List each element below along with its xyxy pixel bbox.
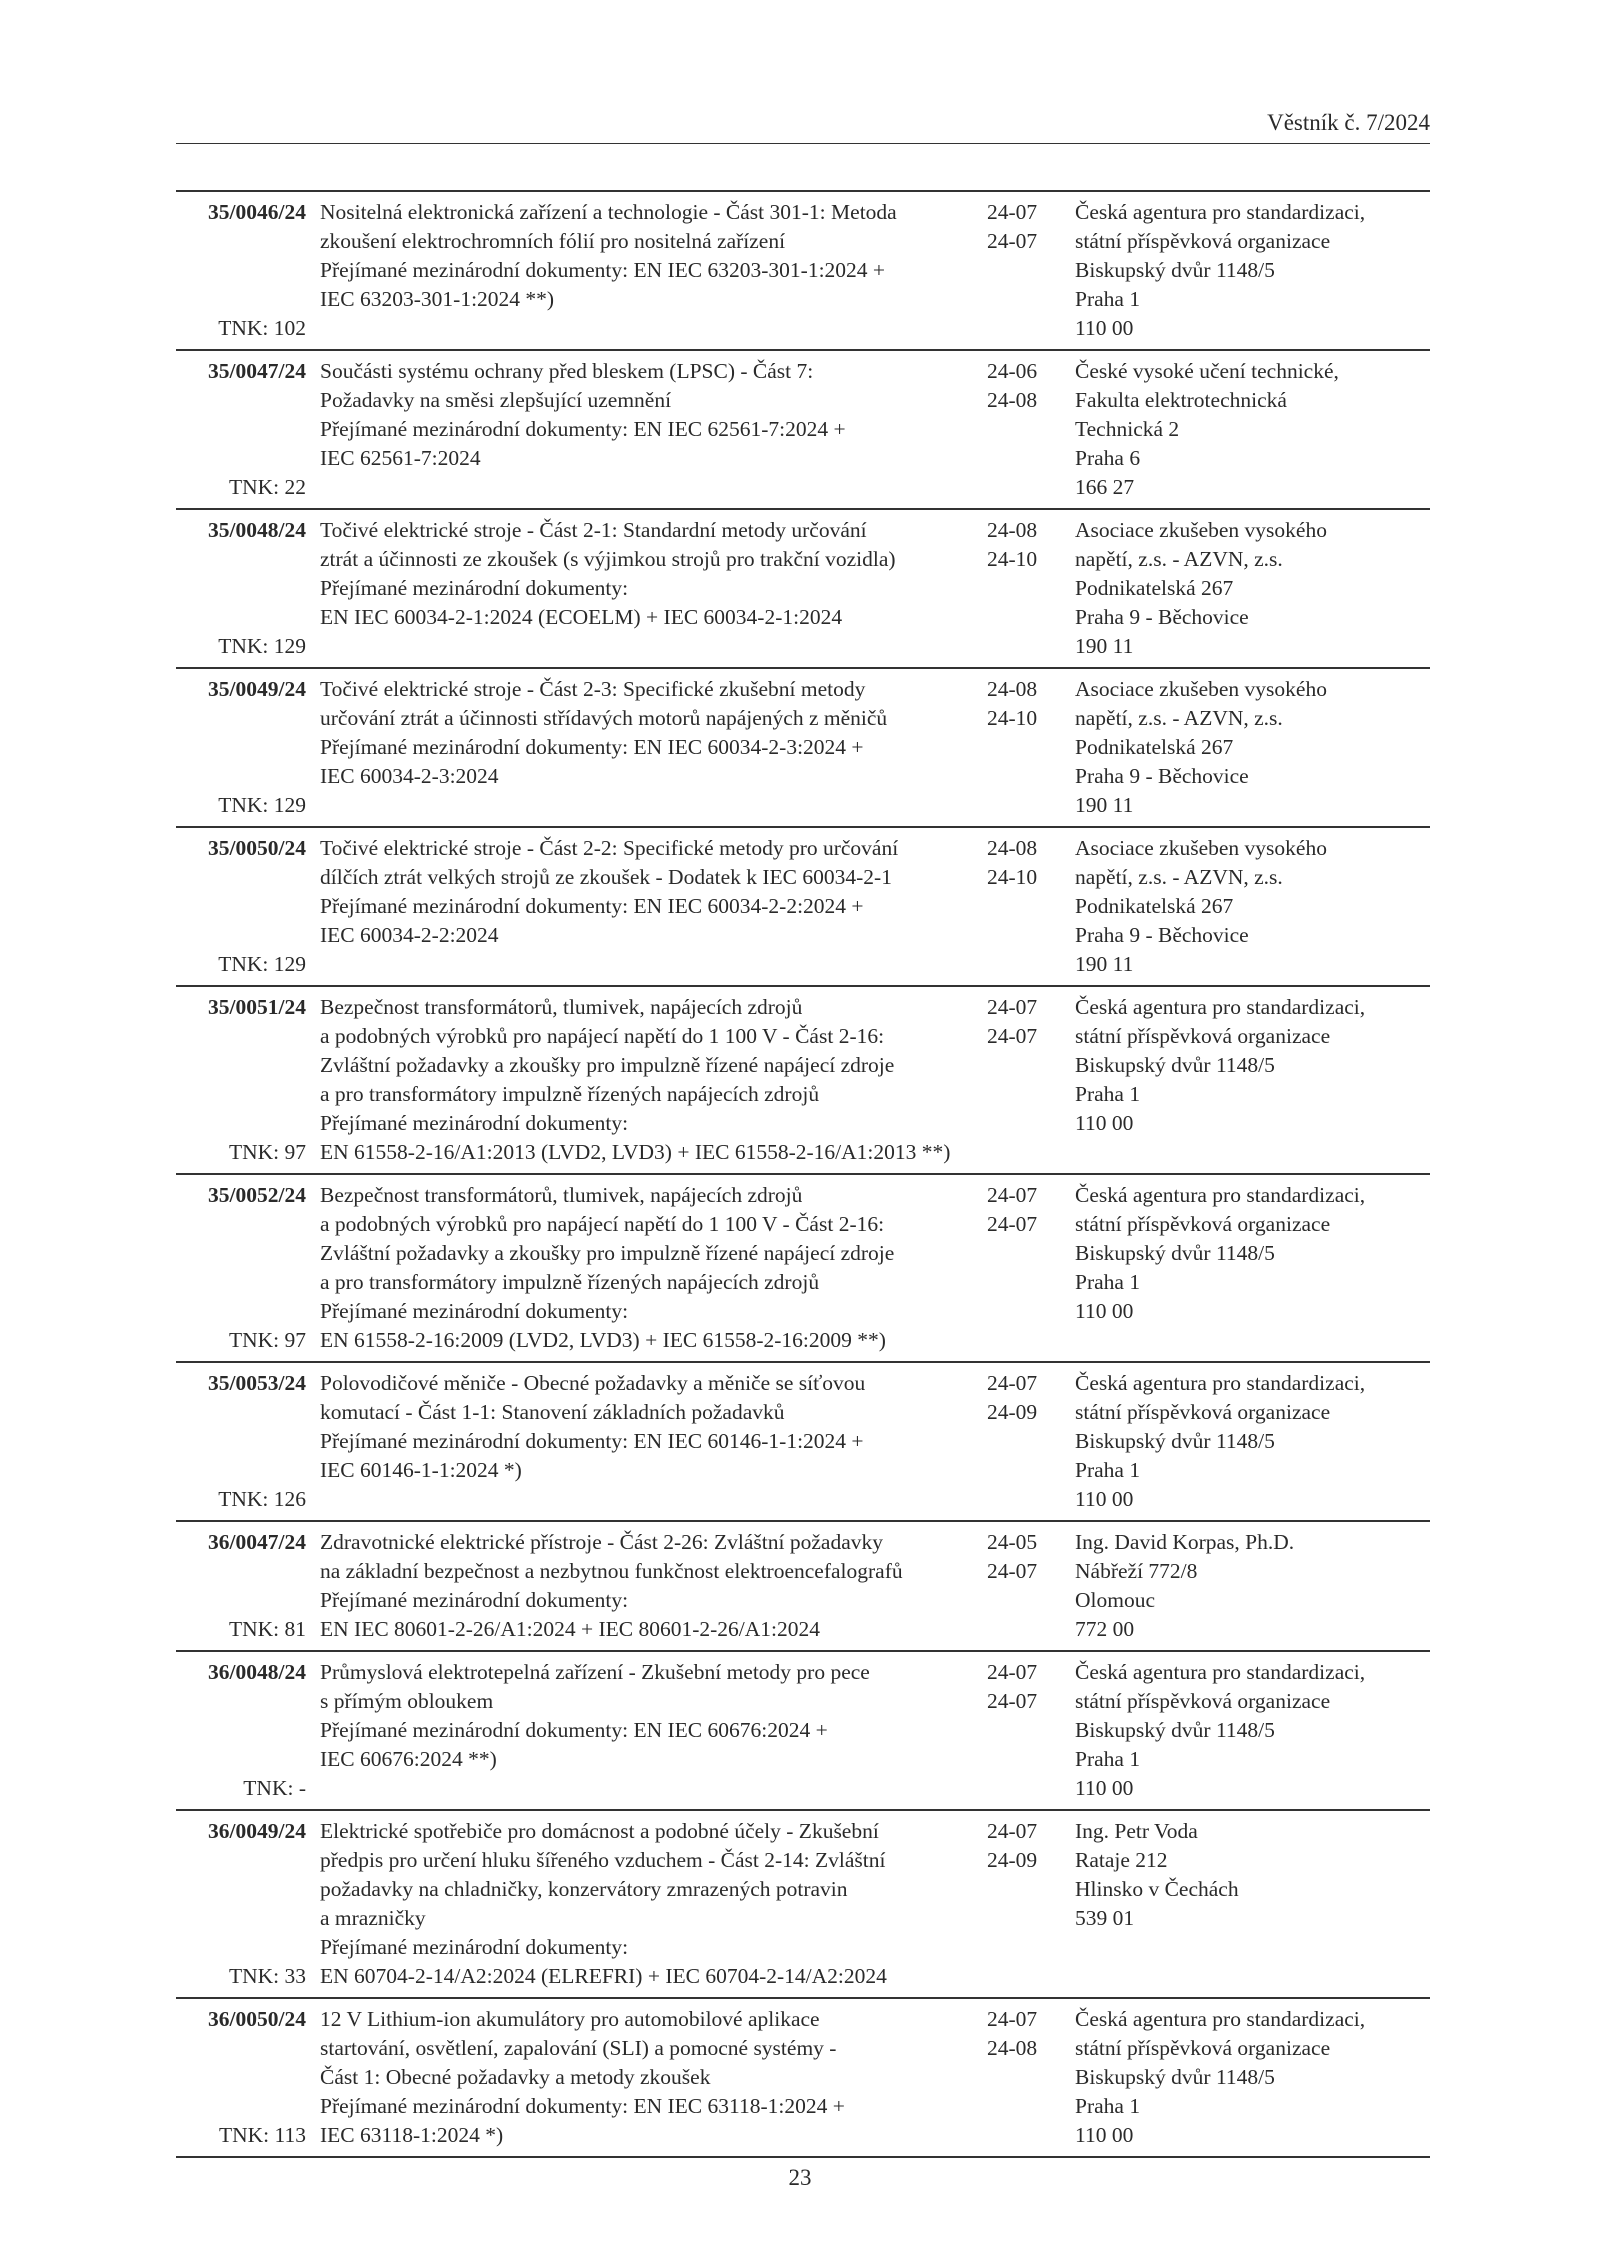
- table-row: [176, 351, 1430, 510]
- entry-id-cell: [176, 516, 320, 661]
- dates-cell: [987, 675, 1075, 820]
- dates-cell: [987, 2005, 1075, 2150]
- address-line: 772 00: [1075, 1617, 1135, 1641]
- date-value: 24-07: [987, 1212, 1038, 1236]
- address-line: Česká agentura pro standardizaci,: [1075, 995, 1366, 1019]
- tnk-label: TNK: 33: [228, 1964, 306, 1988]
- address-line: Ing. Petr Voda: [1075, 1819, 1198, 1843]
- date-value: 24-09: [987, 1848, 1038, 1872]
- dates-cell: [987, 198, 1075, 343]
- dates-cell: [987, 357, 1075, 502]
- dates-cell: [987, 834, 1075, 979]
- date-value: 24-08: [987, 388, 1038, 412]
- date-value: 24-08: [987, 836, 1038, 860]
- table-row: [176, 1363, 1430, 1522]
- standard-title: Točivé elektrické stroje - Část 2-1: Standardní metody určování ztrát a účinnosti ze zkoušek (s výjimkou strojů pro trakční vozidla) Přejímané mezinárodní dokumenty: EN IEC 60034-2-1:2024 (ECOELM) + IEC 60034-2-1:2024: [320, 518, 896, 629]
- standard-number: 36/0047/24: [208, 1530, 306, 1554]
- standard-title: Součásti systému ochrany před bleskem (LPSC) - Část 7: Požadavky na směsi zlepšující uzemnění Přejímané mezinárodní dokumenty: EN IEC 62561-7:2024 + IEC 62561-7:2024: [320, 359, 846, 470]
- tnk-label: TNK: 97: [228, 1328, 306, 1352]
- entry-id-cell: [176, 834, 320, 979]
- tnk-label: TNK: 113: [219, 2123, 306, 2147]
- date-value: 24-10: [987, 706, 1038, 730]
- standard-title: Bezpečnost transformátorů, tlumivek, napájecích zdrojů a podobných výrobků pro napájecí napětí do 1 100 V - Část 2-16: Zvláštní požadavky a zkoušky pro impulzně řízené napájecí zdroje a pro transformátory impulzně řízených napájecích zdrojů Přejímané mezinárodní dokumenty: EN 61558-2-16:2009 (LVD2, LVD3) + IEC 61558-2-16:2009 **): [320, 1183, 895, 1352]
- address-line: 539 01: [1075, 1906, 1135, 1930]
- processor-address: [1075, 834, 1430, 979]
- address-line: Praha 9 - Běchovice: [1075, 764, 1249, 788]
- standard-title: Točivé elektrické stroje - Část 2-2: Specifické metody pro určování dílčích ztrát velkých strojů ze zkoušek - Dodatek k IEC 60034-2-1 Přejímané mezinárodní dokumenty: EN IEC 60034-2-2:2024 + IEC 60034-2-2:2024: [320, 836, 899, 947]
- standard-number: 35/0048/24: [208, 518, 306, 542]
- tnk-label: TNK: 22: [228, 475, 306, 499]
- date-value: 24-07: [987, 200, 1038, 224]
- table-row: [176, 1175, 1430, 1363]
- address-line: Česká agentura pro standardizaci,: [1075, 200, 1366, 224]
- address-line: 190 11: [1075, 793, 1134, 817]
- dates-cell: [987, 1658, 1075, 1803]
- address-line: 190 11: [1075, 634, 1134, 658]
- date-value: 24-07: [987, 1689, 1038, 1713]
- date-value: 24-07: [987, 229, 1038, 253]
- entry-id-cell: [176, 675, 320, 820]
- page-number: 23: [788, 2165, 812, 2190]
- address-line: Asociace zkušeben vysokého: [1075, 836, 1327, 860]
- date-value: 24-05: [987, 1530, 1038, 1554]
- standards-table: [176, 190, 1430, 2158]
- date-value: 24-10: [987, 865, 1038, 889]
- entry-id-cell: [176, 993, 320, 1167]
- processor-address: [1075, 1528, 1430, 1644]
- tnk-label: TNK: 81: [228, 1617, 306, 1641]
- address-line: Asociace zkušeben vysokého: [1075, 518, 1327, 542]
- table-row: [176, 1522, 1430, 1652]
- date-value: 24-07: [987, 1183, 1038, 1207]
- address-line: Biskupský dvůr 1148/5: [1075, 1241, 1275, 1265]
- entry-id-cell: [176, 1369, 320, 1514]
- address-line: Česká agentura pro standardizaci,: [1075, 2007, 1366, 2031]
- address-line: státní příspěvková organizace: [1075, 2036, 1331, 2060]
- address-line: Podnikatelská 267: [1075, 894, 1234, 918]
- processor-address: [1075, 1817, 1430, 1991]
- dates-cell: [987, 1528, 1075, 1644]
- standard-number: 35/0049/24: [208, 677, 306, 701]
- date-value: 24-06: [987, 359, 1038, 383]
- address-line: 110 00: [1075, 1776, 1134, 1800]
- processor-address: [1075, 357, 1430, 502]
- table-row: [176, 669, 1430, 828]
- address-line: Nábřeží 772/8: [1075, 1559, 1198, 1583]
- address-line: napětí, z.s. - AZVN, z.s.: [1075, 547, 1283, 571]
- entry-id-cell: [176, 1817, 320, 1991]
- address-line: 166 27: [1075, 475, 1135, 499]
- address-line: Praha 1: [1075, 287, 1141, 311]
- standard-number: 36/0050/24: [208, 2007, 306, 2031]
- standard-number: 35/0047/24: [208, 359, 306, 383]
- address-line: Biskupský dvůr 1148/5: [1075, 2065, 1275, 2089]
- date-value: 24-07: [987, 1660, 1038, 1684]
- standard-title: Průmyslová elektrotepelná zařízení - Zkušební metody pro pece s přímým obloukem Přejímané mezinárodní dokumenty: EN IEC 60676:2024 + IEC 60676:2024 **): [320, 1660, 870, 1771]
- address-line: Praha 1: [1075, 1270, 1141, 1294]
- table-row: [176, 192, 1430, 351]
- processor-address: [1075, 675, 1430, 820]
- tnk-label: TNK: 126: [218, 1487, 306, 1511]
- entry-id-cell: [176, 1658, 320, 1803]
- date-value: 24-07: [987, 1559, 1038, 1583]
- tnk-label: TNK: -: [243, 1776, 306, 1800]
- address-line: Olomouc: [1075, 1588, 1156, 1612]
- dates-cell: [987, 1817, 1075, 1991]
- standard-number: 35/0050/24: [208, 836, 306, 860]
- address-line: 190 11: [1075, 952, 1134, 976]
- address-line: Ing. David Korpas, Ph.D.: [1075, 1530, 1295, 1554]
- address-line: Asociace zkušeben vysokého: [1075, 677, 1327, 701]
- address-line: 110 00: [1075, 1111, 1134, 1135]
- address-line: Biskupský dvůr 1148/5: [1075, 1718, 1275, 1742]
- address-line: Technická 2: [1075, 417, 1180, 441]
- entry-id-cell: [176, 2005, 320, 2150]
- header-divider: [176, 143, 1430, 144]
- processor-address: [1075, 993, 1430, 1167]
- address-line: Podnikatelská 267: [1075, 576, 1234, 600]
- address-line: Biskupský dvůr 1148/5: [1075, 258, 1275, 282]
- address-line: Česká agentura pro standardizaci,: [1075, 1183, 1366, 1207]
- standard-title: 12 V Lithium-ion akumulátory pro automobilové aplikace startování, osvětlení, zapalování (SLI) a pomocné systémy - Část 1: Obecné požadavky a metody zkoušek Přejímané mezinárodní dokumenty: EN IEC 63118-1:2024 + IEC 63118-1:2024 *): [320, 2007, 845, 2147]
- standard-title: Nositelná elektronická zařízení a technologie - Část 301-1: Metoda zkoušení elektrochromních fólií pro nositelná zařízení Přejímané mezinárodní dokumenty: EN IEC 63203-301-1:2024 + IEC 63203-301-1:2024 **): [320, 200, 897, 311]
- date-value: 24-07: [987, 1819, 1038, 1843]
- standard-number: 35/0053/24: [208, 1371, 306, 1395]
- date-value: 24-09: [987, 1400, 1038, 1424]
- address-line: Praha 9 - Běchovice: [1075, 605, 1249, 629]
- tnk-label: TNK: 129: [218, 952, 306, 976]
- processor-address: [1075, 1369, 1430, 1514]
- standard-number: 35/0046/24: [208, 200, 306, 224]
- table-row: [176, 510, 1430, 669]
- standard-number: 35/0051/24: [208, 995, 306, 1019]
- processor-address: [1075, 516, 1430, 661]
- address-line: Hlinsko v Čechách: [1075, 1877, 1239, 1901]
- entry-id-cell: [176, 198, 320, 343]
- date-value: 24-08: [987, 2036, 1038, 2060]
- standard-number: 36/0049/24: [208, 1819, 306, 1843]
- tnk-label: TNK: 129: [218, 793, 306, 817]
- processor-address: [1075, 1658, 1430, 1803]
- table-row: [176, 1999, 1430, 2158]
- tnk-label: TNK: 97: [228, 1140, 306, 1164]
- address-line: 110 00: [1075, 1299, 1134, 1323]
- standard-number: 36/0048/24: [208, 1660, 306, 1684]
- dates-cell: [987, 1369, 1075, 1514]
- date-value: 24-07: [987, 1024, 1038, 1048]
- address-line: Praha 1: [1075, 1458, 1141, 1482]
- address-line: Podnikatelská 267: [1075, 735, 1234, 759]
- standard-title: Bezpečnost transformátorů, tlumivek, napájecích zdrojů a podobných výrobků pro napájecí napětí do 1 100 V - Část 2-16: Zvláštní požadavky a zkoušky pro impulzně řízené napájecí zdroje a pro transformátory impulzně řízených napájecích zdrojů Přejímané mezinárodní dokumenty: EN 61558-2-16/A1:2013 (LVD2, LVD3) + IEC 61558-2-16/A1:2013 **): [320, 995, 951, 1164]
- address-line: Praha 1: [1075, 2094, 1141, 2118]
- date-value: 24-07: [987, 1371, 1038, 1395]
- standard-title: Točivé elektrické stroje - Část 2-3: Specifické zkušební metody určování ztrát a účinnosti střídavých motorů napájených z měničů Přejímané mezinárodní dokumenty: EN IEC 60034-2-3:2024 + IEC 60034-2-3:2024: [320, 677, 888, 788]
- table-row: [176, 1811, 1430, 1999]
- address-line: Praha 6: [1075, 446, 1141, 470]
- address-line: státní příspěvková organizace: [1075, 1024, 1331, 1048]
- standard-title: Polovodičové měniče - Obecné požadavky a měniče se síťovou komutací - Část 1-1: Stanovení základních požadavků Přejímané mezinárodní dokumenty: EN IEC 60146-1-1:2024 + IEC 60146-1-1:2024 *): [320, 1371, 866, 1482]
- address-line: Česká agentura pro standardizaci,: [1075, 1660, 1366, 1684]
- address-line: Česká agentura pro standardizaci,: [1075, 1371, 1366, 1395]
- address-line: České vysoké učení technické,: [1075, 359, 1339, 383]
- address-line: 110 00: [1075, 316, 1134, 340]
- address-line: Fakulta elektrotechnická: [1075, 388, 1287, 412]
- entry-id-cell: [176, 1181, 320, 1355]
- address-line: 110 00: [1075, 2123, 1134, 2147]
- address-line: státní příspěvková organizace: [1075, 1400, 1331, 1424]
- address-line: Praha 9 - Běchovice: [1075, 923, 1249, 947]
- dates-cell: [987, 993, 1075, 1167]
- address-line: státní příspěvková organizace: [1075, 229, 1331, 253]
- address-line: Praha 1: [1075, 1747, 1141, 1771]
- address-line: státní příspěvková organizace: [1075, 1212, 1331, 1236]
- address-line: Biskupský dvůr 1148/5: [1075, 1053, 1275, 1077]
- date-value: 24-10: [987, 547, 1038, 571]
- address-line: napětí, z.s. - AZVN, z.s.: [1075, 706, 1283, 730]
- standard-number: 35/0052/24: [208, 1183, 306, 1207]
- processor-address: [1075, 2005, 1430, 2150]
- tnk-label: TNK: 129: [218, 634, 306, 658]
- processor-address: [1075, 198, 1430, 343]
- dates-cell: [987, 1181, 1075, 1355]
- entry-id-cell: [176, 357, 320, 502]
- table-row: [176, 987, 1430, 1175]
- table-row: [176, 1652, 1430, 1811]
- standard-title: Elektrické spotřebiče pro domácnost a podobné účely - Zkušební předpis pro určení hluku šířeného vzduchem - Část 2-14: Zvláštní požadavky na chladničky, konzervátory zmrazených potravin a mrazničky Přejímané mezinárodní dokumenty: EN 60704-2-14/A2:2024 (ELREFRI) + IEC 60704-2-14/A2:2024: [320, 1819, 887, 1988]
- date-value: 24-08: [987, 518, 1038, 542]
- date-value: 24-08: [987, 677, 1038, 701]
- tnk-label: TNK: 102: [218, 316, 306, 340]
- address-line: Praha 1: [1075, 1082, 1141, 1106]
- address-line: státní příspěvková organizace: [1075, 1689, 1331, 1713]
- date-value: 24-07: [987, 995, 1038, 1019]
- dates-cell: [987, 516, 1075, 661]
- page-header: Věstník č. 7/2024: [1267, 110, 1430, 135]
- entry-id-cell: [176, 1528, 320, 1644]
- date-value: 24-07: [987, 2007, 1038, 2031]
- standard-title: Zdravotnické elektrické přístroje - Část 2-26: Zvláštní požadavky na základní bezpečnost a nezbytnou funkčnost elektroencefalografů Přejímané mezinárodní dokumenty: EN IEC 80601-2-26/A1:2024 + IEC 80601-2-26/A1:2024: [320, 1530, 903, 1641]
- address-line: napětí, z.s. - AZVN, z.s.: [1075, 865, 1283, 889]
- address-line: Rataje 212: [1075, 1848, 1168, 1872]
- table-row: [176, 828, 1430, 987]
- address-line: Biskupský dvůr 1148/5: [1075, 1429, 1275, 1453]
- address-line: 110 00: [1075, 1487, 1134, 1511]
- processor-address: [1075, 1181, 1430, 1355]
